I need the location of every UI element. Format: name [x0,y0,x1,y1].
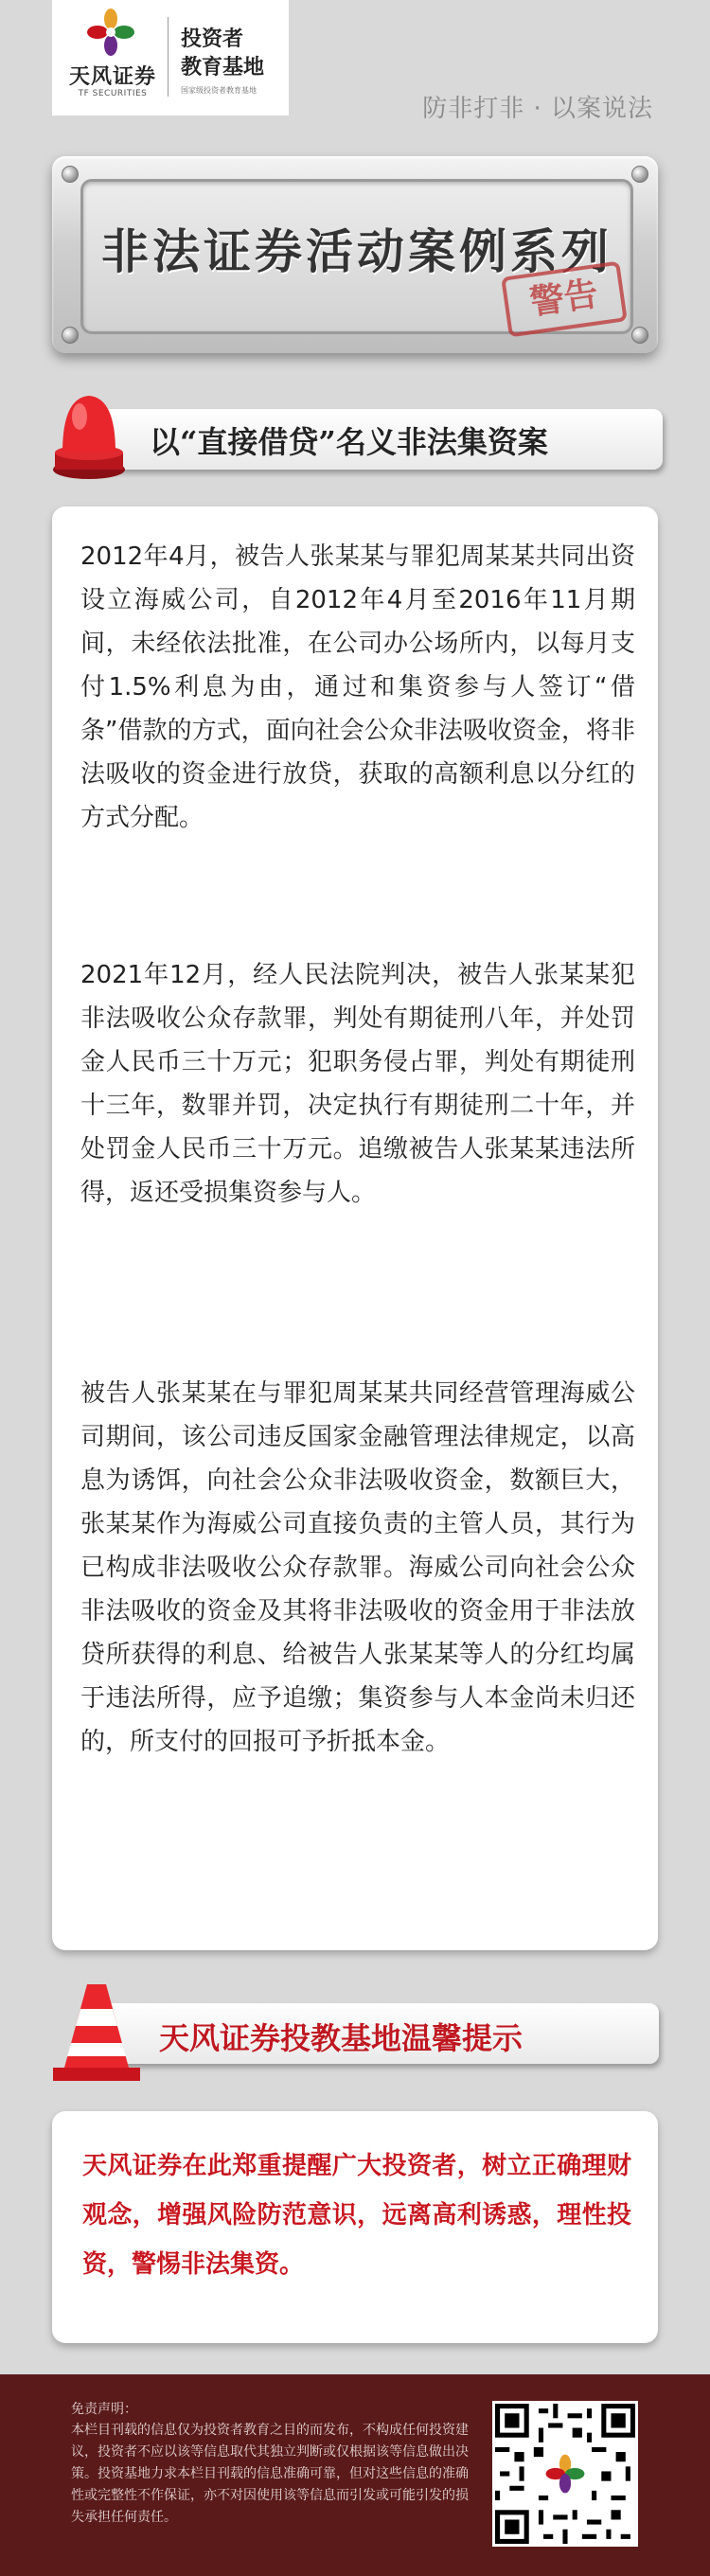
case-title: 以“直接借贷”名义非法集资案 [150,424,548,460]
series-plate [52,156,658,353]
footer [0,2374,710,2576]
bolt-icon [62,327,79,344]
alarm-siren-icon [47,379,131,481]
tip-title-banner [91,2003,659,2064]
slogan: 防非打非 · 以案说法 [422,95,653,123]
case-paragraph: 2012年4月，被告人张某某与罪犯周某某共同出资设立海威公司，自2012年4月至2016年11月期间，未经依法批准，在公司办公场所内，以每月支付1.5%利息为由，通过和集资参与人签订“借条”借款的方式，面向社会公众非法吸收资金，将非法吸收的资金进行放贷，获取的高额利息以分红的方式分配。 [80,542,635,832]
brand-name: 天风证券 [68,65,156,89]
traffic-cone-icon [49,1981,144,2085]
brand-name-en: TF SECURITIES [78,89,148,98]
bolt-icon [631,327,648,344]
bolt-icon [62,166,79,183]
disclaimer-text: 本栏目刊载的信息仅为投资者教育之目的而发布，不构成任何投资建议，投资者不应以该等信息取代其独立判断或仅根据该等信息做出决策。投资基地力求本栏目刊载的信息准确可靠，但对这些信息的准确性或完整性不作保证，亦不对因使用该等信息而引发或可能引发的损失承担任何责任。 [71,2423,469,2525]
case-title-banner [95,409,663,470]
edu-base-line1: 投资者 [181,27,244,51]
logo-divider [168,17,169,97]
series-title: 非法证券活动案例系列 [101,224,612,279]
brand-logo [52,0,289,115]
edu-base-line2: 教育基地 [181,56,265,80]
warning-stamp: 警告 [501,261,628,338]
tip-content-card [52,2111,658,2343]
qr-code-icon[interactable] [492,2401,638,2547]
case-paragraph: 被告人张某某在与罪犯周某某共同经营管理海威公司期间，该公司违反国家金融管理法律规定，以高息为诱饵，向社会公众非法吸收资金，数额巨大，张某某作为海威公司直接负责的主管人员，其行为已构成非法吸收公众存款罪。海威公司向社会公众非法吸收的资金及其将非法吸收的资金用于非法放贷所获得的利息、给被告人张某某等人的分红均属于违法所得，应予追缴；集资参与人本金尚未归还的，所支付的回报可予折抵本金。 [80,1379,635,1756]
edu-base-sub: 国家级投资者教育基地 [181,86,257,95]
bolt-icon [631,166,648,183]
tip-title: 天风证券投教基地温馨提示 [159,2020,524,2056]
flower-logo-icon [86,8,135,57]
case-paragraph: 2021年12月，经人民法院判决，被告人张某某犯非法吸收公众存款罪，判处有期徒刑八年，并处罚金人民币三十万元；犯职务侵占罪，判处有期徒刑十三年，数罪并罚，决定执行有期徒刑二十年，并处罚金人民币三十万元。追缴被告人张某某违法所得，返还受损集资参与人。 [80,961,635,1207]
tip-text: 天风证券在此郑重提醒广大投资者，树立正确理财观念，增强风险防范意识，远离高利诱惑，理性投资，警惕非法集资。 [82,2152,631,2279]
case-content-card [52,506,658,1950]
disclaimer-label: 免责声明： [71,2402,137,2417]
series-inner-panel [80,179,633,334]
